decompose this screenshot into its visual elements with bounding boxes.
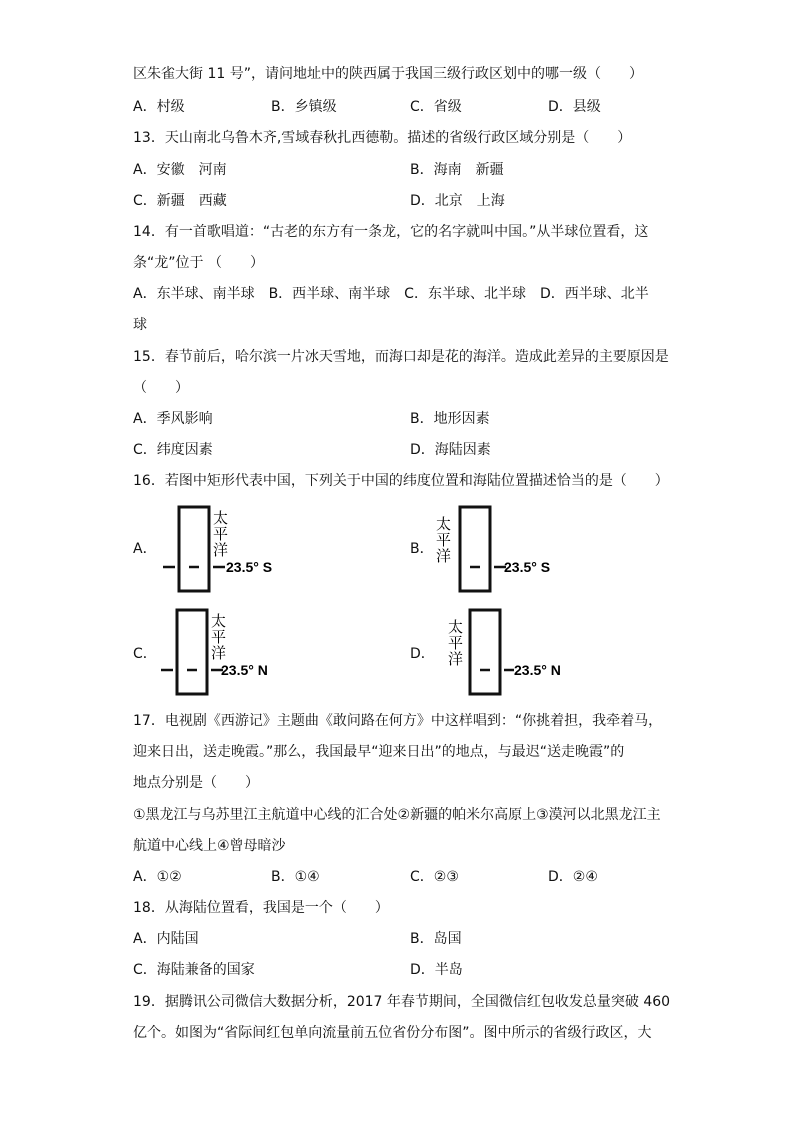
latitude-label: 23.5° N xyxy=(514,662,561,678)
q16-diagram-c xyxy=(133,608,293,698)
q16-diagram-d-option: D． xyxy=(410,646,435,662)
ocean-label-char: 平 xyxy=(436,531,452,549)
q12-option-b: B．乡镇级 xyxy=(271,99,337,115)
q18-option-b: B．岛国 xyxy=(410,931,462,947)
q16-diagram-a-figure xyxy=(133,505,293,595)
q17-items-line2: 航道中心线上④曾母暗沙 xyxy=(133,838,286,854)
latitude-label: 23.5° S xyxy=(504,559,551,575)
latitude-label: 23.5° S xyxy=(226,559,273,575)
q15-option-c: C．纬度因素 xyxy=(133,442,213,458)
q17-option-a: A．①② xyxy=(133,869,182,885)
q12-option-c: C．省级 xyxy=(410,99,462,115)
q14-options-wrap: 球 xyxy=(133,317,147,333)
q16-diagram-b-figure xyxy=(410,505,570,595)
ocean-label-char: 洋 xyxy=(448,650,464,668)
q16-diagram-a xyxy=(133,505,293,595)
q13-option-a: A．安徽 河南 xyxy=(133,162,227,178)
q16-diagram-c-option: C． xyxy=(133,646,157,662)
q16-diagram-a-option: A． xyxy=(133,541,157,557)
ocean-label-char: 太 xyxy=(213,509,229,527)
ocean-label-char: 太 xyxy=(436,515,452,533)
q15-stem-line2: （ ） xyxy=(133,380,189,396)
ocean-label-char: 太 xyxy=(211,612,227,630)
ocean-label-char: 洋 xyxy=(436,547,452,565)
china-rectangle xyxy=(179,507,209,591)
q17-stem-line3: 地点分别是（ ） xyxy=(133,775,259,791)
q18-stem: 18．从海陆位置看，我国是一个（ ） xyxy=(133,900,389,916)
q15-option-b: B．地形因素 xyxy=(410,411,490,427)
q18-option-a: A．内陆国 xyxy=(133,931,199,947)
q12-stem: 区朱雀大街 11 号”，请问地址中的陕西属于我国三级行政区划中的哪一级（ ） xyxy=(133,66,643,82)
q14-options: A．东半球、南半球 B．西半球、南半球 C．东半球、北半球 D．西半球、北半 xyxy=(133,286,649,302)
q13-stem: 13．天山南北乌鲁木齐,雪域春秋扎西德勒。描述的省级行政区域分别是（ ） xyxy=(133,130,632,146)
china-rectangle xyxy=(470,610,500,694)
q15-stem-line1: 15．春节前后，哈尔滨一片冰天雪地，而海口却是花的海洋。造成此差异的主要原因是 xyxy=(133,349,669,365)
q16-diagram-d xyxy=(410,608,570,698)
q15-option-d: D．海陆因素 xyxy=(410,442,491,458)
q14-stem-line1: 14．有一首歌唱道：“古老的东方有一条龙，它的名字就叫中国。”从半球位置看，这 xyxy=(133,224,649,240)
ocean-label-char: 平 xyxy=(213,525,229,543)
q16-diagram-c-figure xyxy=(133,608,293,698)
latitude-label: 23.5° N xyxy=(221,662,268,678)
q17-items-line1: ①黑龙江与乌苏里江主航道中心线的汇合处②新疆的帕米尔高原上③漠河以北黑龙江主 xyxy=(133,807,661,823)
q12-option-d: D．县级 xyxy=(548,99,601,115)
ocean-label-char: 洋 xyxy=(213,541,229,559)
ocean-label-char: 平 xyxy=(211,628,227,646)
q13-option-c: C．新疆 西藏 xyxy=(133,193,227,209)
q17-option-c: C．②③ xyxy=(410,869,459,885)
q12-option-a: A．村级 xyxy=(133,99,185,115)
q16-diagram-b-option: B． xyxy=(410,541,434,557)
china-rectangle xyxy=(177,610,207,694)
q16-stem: 16．若图中矩形代表中国，下列关于中国的纬度位置和海陆位置描述恰当的是（ ） xyxy=(133,473,669,489)
ocean-label-char: 太 xyxy=(448,618,464,636)
q17-stem-line2: 迎来日出，送走晚霞。”那么，我国最早“迎来日出”的地点，与最迟“送走晚霞”的 xyxy=(133,744,625,760)
q17-option-d: D．②④ xyxy=(548,869,598,885)
q17-option-b: B．①④ xyxy=(271,869,320,885)
q17-stem-line1: 17．电视剧《西游记》主题曲《敢问路在何方》中这样唱到：“你挑着担，我牵着马， xyxy=(133,713,663,729)
ocean-label-char: 洋 xyxy=(211,644,227,662)
q13-option-d: D．北京 上海 xyxy=(410,193,505,209)
q13-option-b: B．海南 新疆 xyxy=(410,162,504,178)
q16-diagram-d-figure xyxy=(410,608,570,698)
q18-option-d: D．半岛 xyxy=(410,962,463,978)
q15-option-a: A．季风影响 xyxy=(133,411,213,427)
q19-stem-line1: 19．据腾讯公司微信大数据分析，2017 年春节期间，全国微信红包收发总量突破 460 xyxy=(133,994,671,1010)
q18-option-c: C．海陆兼备的国家 xyxy=(133,962,255,978)
q16-diagram-b xyxy=(410,505,570,595)
q14-stem-line2: 条“龙”位于 （ ） xyxy=(133,255,264,271)
china-rectangle xyxy=(460,507,490,591)
ocean-label-char: 平 xyxy=(448,634,464,652)
q19-stem-line2: 亿个。如图为“省际间红包单向流量前五位省份分布图”。图中所示的省级行政区，大 xyxy=(133,1025,652,1041)
